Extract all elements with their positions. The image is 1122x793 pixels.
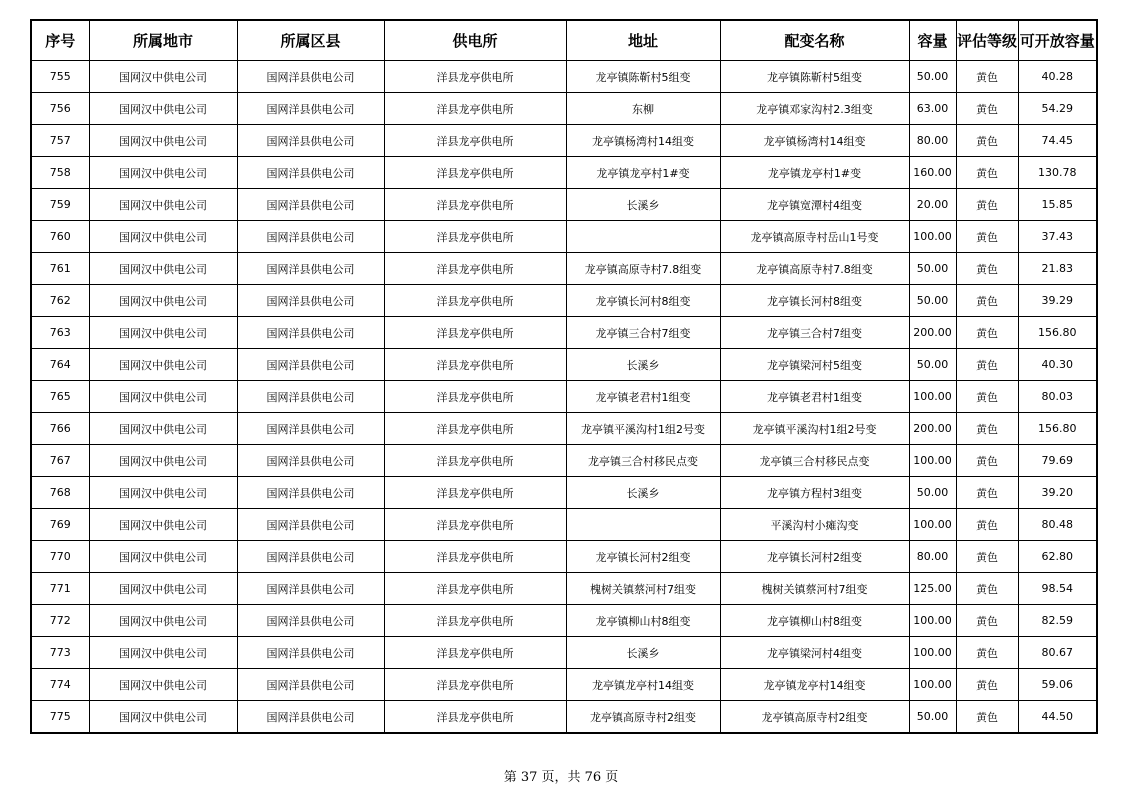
cell-county: 国网洋县供电公司 [237, 637, 384, 669]
cell-county: 国网洋县供电公司 [237, 61, 384, 93]
cell-city: 国网汉中供电公司 [89, 509, 237, 541]
cell-city: 国网汉中供电公司 [89, 605, 237, 637]
cell-index: 767 [31, 445, 89, 477]
cell-county: 国网洋县供电公司 [237, 125, 384, 157]
table-row [31, 349, 1097, 381]
cell-transformer-name: 龙亭镇平溪沟村1组2号变 [720, 413, 909, 445]
cell-address: 龙亭镇长河村8组变 [566, 285, 720, 317]
cell-county: 国网洋县供电公司 [237, 253, 384, 285]
cell-city: 国网汉中供电公司 [89, 701, 237, 734]
cell-index: 770 [31, 541, 89, 573]
table-row [31, 221, 1097, 253]
cell-address: 槐树关镇蔡河村7组变 [566, 573, 720, 605]
cell-address: 龙亭镇高原寺村7.8组变 [566, 253, 720, 285]
cell-supply-station: 洋县龙亭供电所 [384, 477, 566, 509]
table-row [31, 413, 1097, 445]
cell-open-capacity: 62.80 [1018, 541, 1097, 573]
cell-index: 775 [31, 701, 89, 734]
cell-capacity: 160.00 [909, 157, 956, 189]
cell-transformer-name: 龙亭镇宽潭村4组变 [720, 189, 909, 221]
cell-city: 国网汉中供电公司 [89, 157, 237, 189]
cell-address [566, 221, 720, 253]
cell-supply-station: 洋县龙亭供电所 [384, 509, 566, 541]
cell-open-capacity: 79.69 [1018, 445, 1097, 477]
cell-index: 772 [31, 605, 89, 637]
cell-rating: 黄色 [956, 509, 1018, 541]
cell-transformer-name: 龙亭镇杨湾村14组变 [720, 125, 909, 157]
cell-supply-station: 洋县龙亭供电所 [384, 125, 566, 157]
cell-supply-station: 洋县龙亭供电所 [384, 413, 566, 445]
cell-capacity: 50.00 [909, 477, 956, 509]
cell-capacity: 80.00 [909, 541, 956, 573]
cell-transformer-name: 龙亭镇老君村1组变 [720, 381, 909, 413]
cell-county: 国网洋县供电公司 [237, 669, 384, 701]
cell-index: 761 [31, 253, 89, 285]
cell-index: 771 [31, 573, 89, 605]
cell-transformer-name: 龙亭镇邓家沟村2.3组变 [720, 93, 909, 125]
cell-county: 国网洋县供电公司 [237, 605, 384, 637]
cell-index: 766 [31, 413, 89, 445]
cell-county: 国网洋县供电公司 [237, 189, 384, 221]
cell-address: 长溪乡 [566, 349, 720, 381]
header-rating: 评估等级 [956, 20, 1018, 61]
cell-rating: 黄色 [956, 253, 1018, 285]
cell-rating: 黄色 [956, 381, 1018, 413]
table-row [31, 61, 1097, 93]
cell-open-capacity: 82.59 [1018, 605, 1097, 637]
cell-transformer-name: 龙亭镇柳山村8组变 [720, 605, 909, 637]
cell-rating: 黄色 [956, 669, 1018, 701]
cell-rating: 黄色 [956, 189, 1018, 221]
cell-city: 国网汉中供电公司 [89, 285, 237, 317]
cell-rating: 黄色 [956, 445, 1018, 477]
cell-city: 国网汉中供电公司 [89, 541, 237, 573]
cell-address: 龙亭镇三合村7组变 [566, 317, 720, 349]
table-row [31, 253, 1097, 285]
cell-open-capacity: 40.28 [1018, 61, 1097, 93]
cell-capacity: 200.00 [909, 317, 956, 349]
cell-rating: 黄色 [956, 93, 1018, 125]
cell-index: 768 [31, 477, 89, 509]
cell-rating: 黄色 [956, 541, 1018, 573]
cell-open-capacity: 156.80 [1018, 317, 1097, 349]
header-transformer-name: 配变名称 [720, 20, 909, 61]
table-row [31, 125, 1097, 157]
cell-address: 龙亭镇龙亭村14组变 [566, 669, 720, 701]
table-row [31, 701, 1097, 734]
cell-rating: 黄色 [956, 701, 1018, 734]
cell-city: 国网汉中供电公司 [89, 445, 237, 477]
header-city: 所属地市 [89, 20, 237, 61]
cell-capacity: 100.00 [909, 221, 956, 253]
cell-open-capacity: 156.80 [1018, 413, 1097, 445]
cell-rating: 黄色 [956, 317, 1018, 349]
cell-index: 765 [31, 381, 89, 413]
cell-capacity: 100.00 [909, 381, 956, 413]
cell-open-capacity: 39.29 [1018, 285, 1097, 317]
cell-capacity: 125.00 [909, 573, 956, 605]
cell-address: 龙亭镇三合村移民点变 [566, 445, 720, 477]
cell-index: 760 [31, 221, 89, 253]
cell-county: 国网洋县供电公司 [237, 93, 384, 125]
cell-index: 774 [31, 669, 89, 701]
cell-city: 国网汉中供电公司 [89, 189, 237, 221]
cell-rating: 黄色 [956, 61, 1018, 93]
cell-open-capacity: 80.67 [1018, 637, 1097, 669]
table-row [31, 669, 1097, 701]
cell-supply-station: 洋县龙亭供电所 [384, 637, 566, 669]
cell-supply-station: 洋县龙亭供电所 [384, 157, 566, 189]
table-row [31, 285, 1097, 317]
cell-county: 国网洋县供电公司 [237, 157, 384, 189]
cell-open-capacity: 80.48 [1018, 509, 1097, 541]
cell-address: 龙亭镇高原寺村2组变 [566, 701, 720, 734]
cell-capacity: 200.00 [909, 413, 956, 445]
cell-city: 国网汉中供电公司 [89, 253, 237, 285]
cell-address: 龙亭镇长河村2组变 [566, 541, 720, 573]
cell-transformer-name: 龙亭镇高原寺村岳山1号变 [720, 221, 909, 253]
cell-capacity: 100.00 [909, 445, 956, 477]
cell-transformer-name: 龙亭镇龙亭村14组变 [720, 669, 909, 701]
cell-county: 国网洋县供电公司 [237, 349, 384, 381]
cell-supply-station: 洋县龙亭供电所 [384, 317, 566, 349]
cell-city: 国网汉中供电公司 [89, 573, 237, 605]
cell-open-capacity: 44.50 [1018, 701, 1097, 734]
cell-open-capacity: 130.78 [1018, 157, 1097, 189]
cell-index: 769 [31, 509, 89, 541]
cell-supply-station: 洋县龙亭供电所 [384, 253, 566, 285]
cell-index: 755 [31, 61, 89, 93]
cell-rating: 黄色 [956, 125, 1018, 157]
cell-address: 龙亭镇陈靳村5组变 [566, 61, 720, 93]
cell-transformer-name: 龙亭镇梁河村4组变 [720, 637, 909, 669]
cell-supply-station: 洋县龙亭供电所 [384, 285, 566, 317]
page-number: 第 37 页，共 76 页 [503, 770, 619, 785]
cell-supply-station: 洋县龙亭供电所 [384, 573, 566, 605]
cell-capacity: 50.00 [909, 253, 956, 285]
table-row [31, 189, 1097, 221]
cell-transformer-name: 龙亭镇长河村2组变 [720, 541, 909, 573]
cell-open-capacity: 59.06 [1018, 669, 1097, 701]
cell-supply-station: 洋县龙亭供电所 [384, 669, 566, 701]
cell-address: 龙亭镇老君村1组变 [566, 381, 720, 413]
cell-capacity: 63.00 [909, 93, 956, 125]
cell-open-capacity: 39.20 [1018, 477, 1097, 509]
cell-rating: 黄色 [956, 285, 1018, 317]
cell-county: 国网洋县供电公司 [237, 285, 384, 317]
table-row [31, 317, 1097, 349]
cell-transformer-name: 龙亭镇高原寺村2组变 [720, 701, 909, 734]
cell-transformer-name: 龙亭镇三合村7组变 [720, 317, 909, 349]
capacity-table [30, 19, 1098, 734]
cell-capacity: 20.00 [909, 189, 956, 221]
header-address: 地址 [566, 20, 720, 61]
cell-address: 龙亭镇杨湾村14组变 [566, 125, 720, 157]
cell-transformer-name: 龙亭镇方程村3组变 [720, 477, 909, 509]
cell-rating: 黄色 [956, 573, 1018, 605]
cell-rating: 黄色 [956, 413, 1018, 445]
cell-county: 国网洋县供电公司 [237, 541, 384, 573]
header-supply-station: 供电所 [384, 20, 566, 61]
cell-open-capacity: 21.83 [1018, 253, 1097, 285]
cell-index: 757 [31, 125, 89, 157]
cell-supply-station: 洋县龙亭供电所 [384, 541, 566, 573]
cell-transformer-name: 龙亭镇陈靳村5组变 [720, 61, 909, 93]
cell-supply-station: 洋县龙亭供电所 [384, 445, 566, 477]
cell-index: 773 [31, 637, 89, 669]
cell-index: 764 [31, 349, 89, 381]
cell-city: 国网汉中供电公司 [89, 381, 237, 413]
header-open-capacity: 可开放容量 [1018, 20, 1097, 61]
cell-index: 762 [31, 285, 89, 317]
table-row [31, 381, 1097, 413]
cell-county: 国网洋县供电公司 [237, 381, 384, 413]
cell-city: 国网汉中供电公司 [89, 349, 237, 381]
cell-capacity: 50.00 [909, 349, 956, 381]
table-row [31, 605, 1097, 637]
cell-address: 东柳 [566, 93, 720, 125]
header-county: 所属区县 [237, 20, 384, 61]
cell-supply-station: 洋县龙亭供电所 [384, 381, 566, 413]
cell-open-capacity: 15.85 [1018, 189, 1097, 221]
cell-county: 国网洋县供电公司 [237, 413, 384, 445]
cell-city: 国网汉中供电公司 [89, 93, 237, 125]
cell-capacity: 80.00 [909, 125, 956, 157]
cell-index: 758 [31, 157, 89, 189]
cell-transformer-name: 平溪沟村小瘫沟变 [720, 509, 909, 541]
cell-rating: 黄色 [956, 605, 1018, 637]
cell-rating: 黄色 [956, 637, 1018, 669]
cell-city: 国网汉中供电公司 [89, 61, 237, 93]
cell-capacity: 100.00 [909, 509, 956, 541]
cell-capacity: 100.00 [909, 669, 956, 701]
table-row [31, 445, 1097, 477]
cell-open-capacity: 40.30 [1018, 349, 1097, 381]
table-row [31, 157, 1097, 189]
cell-county: 国网洋县供电公司 [237, 573, 384, 605]
cell-capacity: 50.00 [909, 61, 956, 93]
cell-capacity: 100.00 [909, 637, 956, 669]
cell-city: 国网汉中供电公司 [89, 317, 237, 349]
table-row [31, 637, 1097, 669]
cell-address: 长溪乡 [566, 637, 720, 669]
cell-index: 756 [31, 93, 89, 125]
table-row [31, 477, 1097, 509]
cell-supply-station: 洋县龙亭供电所 [384, 93, 566, 125]
cell-transformer-name: 龙亭镇高原寺村7.8组变 [720, 253, 909, 285]
cell-open-capacity: 37.43 [1018, 221, 1097, 253]
header-capacity: 容量 [909, 20, 956, 61]
cell-address: 龙亭镇柳山村8组变 [566, 605, 720, 637]
cell-supply-station: 洋县龙亭供电所 [384, 61, 566, 93]
table-row [31, 573, 1097, 605]
cell-rating: 黄色 [956, 477, 1018, 509]
cell-index: 759 [31, 189, 89, 221]
table-row [31, 93, 1097, 125]
cell-open-capacity: 74.45 [1018, 125, 1097, 157]
cell-capacity: 100.00 [909, 605, 956, 637]
cell-open-capacity: 98.54 [1018, 573, 1097, 605]
table-body [31, 61, 1097, 734]
cell-county: 国网洋县供电公司 [237, 509, 384, 541]
cell-supply-station: 洋县龙亭供电所 [384, 701, 566, 734]
cell-transformer-name: 龙亭镇长河村8组变 [720, 285, 909, 317]
cell-city: 国网汉中供电公司 [89, 637, 237, 669]
cell-index: 763 [31, 317, 89, 349]
cell-address: 龙亭镇龙亭村1#变 [566, 157, 720, 189]
cell-county: 国网洋县供电公司 [237, 221, 384, 253]
cell-county: 国网洋县供电公司 [237, 445, 384, 477]
cell-rating: 黄色 [956, 157, 1018, 189]
cell-transformer-name: 龙亭镇龙亭村1#变 [720, 157, 909, 189]
cell-open-capacity: 54.29 [1018, 93, 1097, 125]
cell-supply-station: 洋县龙亭供电所 [384, 221, 566, 253]
header-index: 序号 [31, 20, 89, 61]
cell-supply-station: 洋县龙亭供电所 [384, 349, 566, 381]
cell-county: 国网洋县供电公司 [237, 477, 384, 509]
cell-capacity: 50.00 [909, 701, 956, 734]
header-row [31, 20, 1097, 61]
cell-supply-station: 洋县龙亭供电所 [384, 605, 566, 637]
cell-city: 国网汉中供电公司 [89, 669, 237, 701]
cell-city: 国网汉中供电公司 [89, 221, 237, 253]
table-row [31, 541, 1097, 573]
cell-transformer-name: 龙亭镇梁河村5组变 [720, 349, 909, 381]
cell-transformer-name: 龙亭镇三合村移民点变 [720, 445, 909, 477]
cell-city: 国网汉中供电公司 [89, 125, 237, 157]
cell-city: 国网汉中供电公司 [89, 477, 237, 509]
cell-county: 国网洋县供电公司 [237, 701, 384, 734]
cell-transformer-name: 槐树关镇蔡河村7组变 [720, 573, 909, 605]
table-row [31, 509, 1097, 541]
cell-supply-station: 洋县龙亭供电所 [384, 189, 566, 221]
cell-rating: 黄色 [956, 349, 1018, 381]
cell-city: 国网汉中供电公司 [89, 413, 237, 445]
cell-address [566, 509, 720, 541]
cell-address: 龙亭镇平溪沟村1组2号变 [566, 413, 720, 445]
cell-address: 长溪乡 [566, 189, 720, 221]
cell-capacity: 50.00 [909, 285, 956, 317]
cell-county: 国网洋县供电公司 [237, 317, 384, 349]
cell-rating: 黄色 [956, 221, 1018, 253]
cell-address: 长溪乡 [566, 477, 720, 509]
cell-open-capacity: 80.03 [1018, 381, 1097, 413]
